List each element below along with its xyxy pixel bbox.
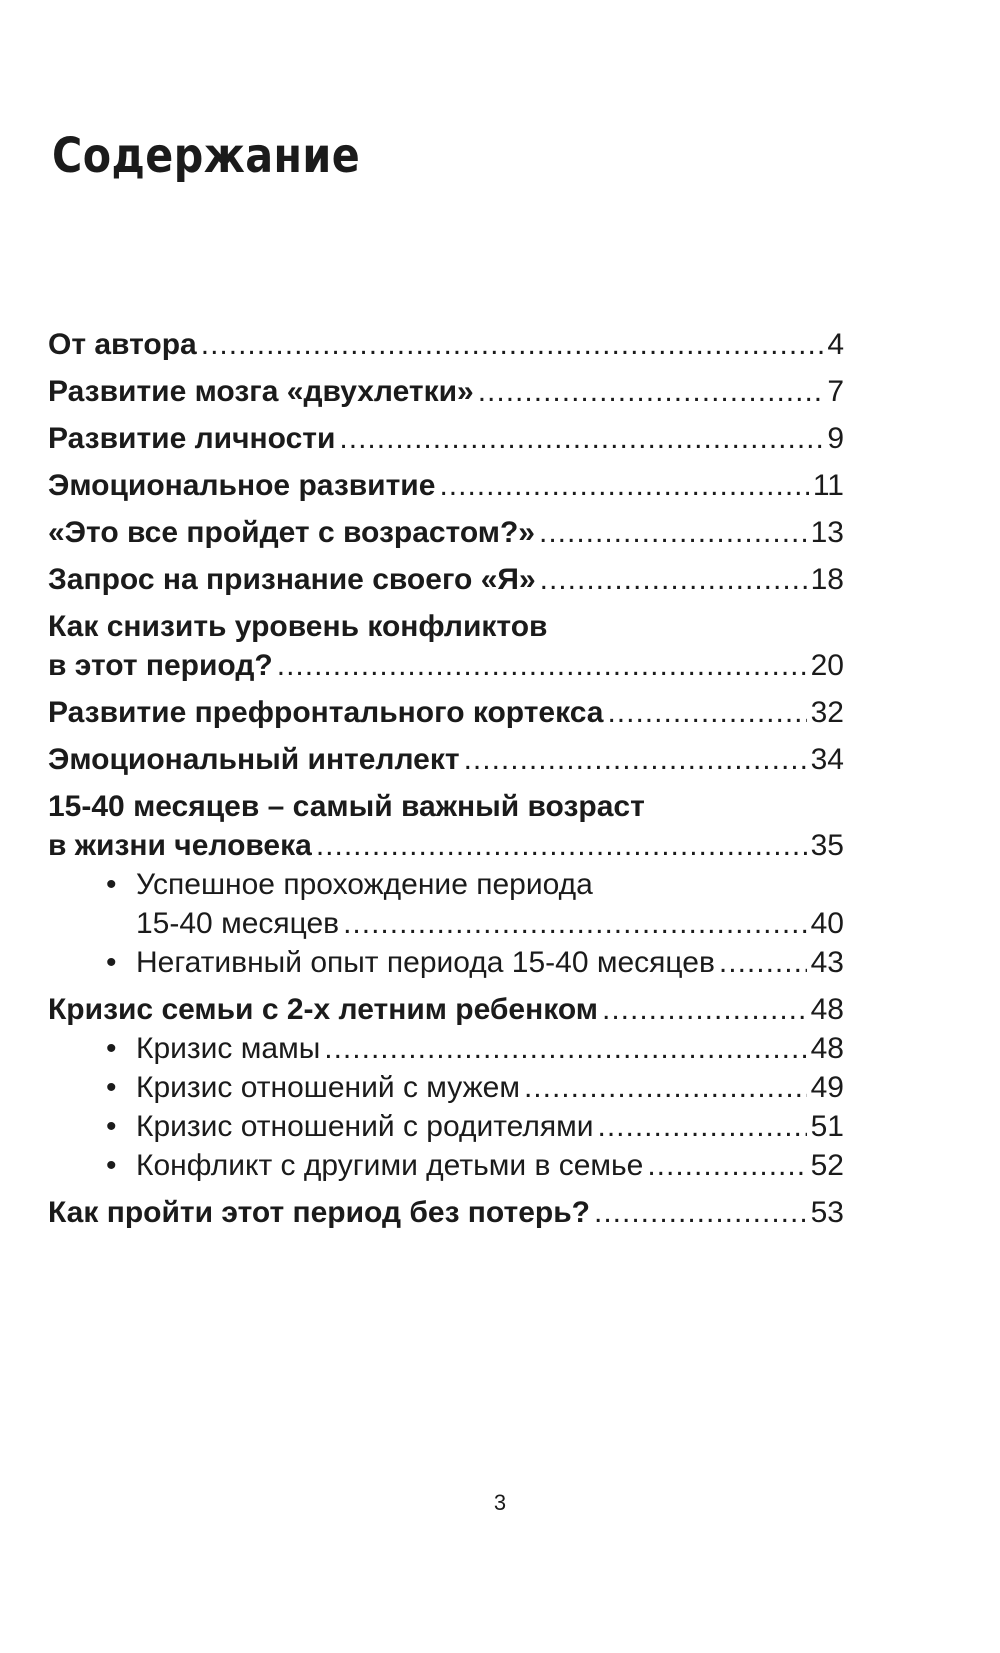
toc-page-number: 40 [810, 907, 844, 940]
dot-leader [647, 1146, 806, 1185]
toc-page-number: 34 [810, 743, 844, 776]
toc-entry-title: Конфликт с другими детьми в семье [136, 1149, 644, 1182]
dot-leader [478, 372, 824, 411]
toc-page-number: 53 [810, 1196, 844, 1229]
toc-page-number: 51 [810, 1110, 844, 1143]
toc-page-number: 48 [810, 1032, 844, 1065]
table-of-contents [48, 325, 844, 1232]
dot-leader [719, 943, 807, 982]
bullet-icon: • [106, 1071, 117, 1104]
toc-page-number: 48 [810, 993, 844, 1026]
dot-leader [464, 740, 807, 779]
dot-leader [607, 693, 806, 732]
toc-entry-title: «Это все пройдет с возрастом?» [48, 516, 535, 549]
toc-entry-title: Развитие мозга «двухлетки» [48, 375, 474, 408]
toc-page-number: 7 [827, 375, 844, 408]
dot-leader [540, 560, 807, 599]
toc-entry [48, 693, 844, 732]
toc-entry-title: Как пройти этот период без потерь? [48, 1196, 590, 1229]
toc-subentry [48, 1107, 844, 1146]
bullet-icon: • [106, 868, 117, 901]
toc-entry-title: Развитие личности [48, 422, 336, 455]
dot-leader [598, 1107, 807, 1146]
dot-leader [594, 1193, 807, 1232]
toc-entry-title: Как снизить уровень конфликтов [48, 610, 548, 643]
toc-entry-title-continued: в этот период? [48, 649, 273, 682]
dot-leader [343, 904, 807, 943]
toc-entry [48, 1193, 844, 1232]
toc-entry-title: Кризис семьи с 2-х летним ребенком [48, 993, 598, 1026]
toc-entry [48, 513, 844, 552]
toc-page-number: 13 [810, 516, 844, 549]
toc-page-number: 18 [810, 563, 844, 596]
toc-entry [48, 787, 844, 865]
toc-page-number: 11 [812, 469, 844, 502]
bullet-icon: • [106, 1110, 117, 1143]
toc-subentry [48, 943, 844, 982]
dot-leader [439, 466, 808, 505]
toc-entry-title: От автора [48, 328, 197, 361]
toc-entry-title: Успешное прохождение периода [136, 868, 593, 901]
toc-page-number: 32 [810, 696, 844, 729]
bullet-icon: • [106, 1149, 117, 1182]
dot-leader [324, 1029, 806, 1068]
dot-leader [316, 826, 807, 865]
toc-subentry [48, 1029, 844, 1068]
toc-entry [48, 466, 844, 505]
bullet-icon: • [106, 946, 117, 979]
toc-subentry [48, 865, 844, 943]
toc-page-number: 52 [810, 1149, 844, 1182]
toc-entry-title: Кризис отношений с родителями [136, 1110, 594, 1143]
toc-page-number: 35 [810, 829, 844, 862]
toc-entry-title: Эмоциональный интеллект [48, 743, 460, 776]
toc-entry-title: Эмоциональное развитие [48, 469, 436, 502]
dot-leader [339, 419, 823, 458]
toc-page-number: 49 [810, 1071, 844, 1104]
toc-page-number: 4 [827, 328, 844, 361]
toc-entry [48, 419, 844, 458]
toc-page-number: 9 [827, 422, 844, 455]
dot-leader [524, 1068, 807, 1107]
toc-page-number: 43 [810, 946, 844, 979]
toc-subentry [48, 1146, 844, 1185]
toc-entry [48, 607, 844, 685]
toc-entry [48, 560, 844, 599]
toc-entry [48, 990, 844, 1029]
toc-entry [48, 325, 844, 364]
toc-subentry [48, 1068, 844, 1107]
toc-entry-title: 15-40 месяцев – самый важный возраст [48, 790, 645, 823]
toc-entry-title: Кризис мамы [136, 1032, 321, 1065]
toc-entry [48, 740, 844, 779]
toc-entry-title: Кризис отношений с мужем [136, 1071, 520, 1104]
bullet-icon: • [106, 1032, 117, 1065]
toc-page-number: 20 [810, 649, 844, 682]
dot-leader [201, 325, 824, 364]
page-title: Содержание [52, 128, 361, 184]
toc-entry-title-continued: 15-40 месяцев [136, 907, 340, 940]
toc-entry-title: Запрос на признание своего «Я» [48, 563, 536, 596]
dot-leader [277, 646, 807, 685]
page-number: 3 [493, 1490, 507, 1515]
toc-entry-title: Развитие префронтального кортекса [48, 696, 604, 729]
toc-entry [48, 372, 844, 411]
dot-leader [602, 990, 807, 1029]
dot-leader [539, 513, 807, 552]
toc-entry-title: Негативный опыт периода 15-40 месяцев [136, 946, 715, 979]
toc-entry-title-continued: в жизни человека [48, 829, 312, 862]
